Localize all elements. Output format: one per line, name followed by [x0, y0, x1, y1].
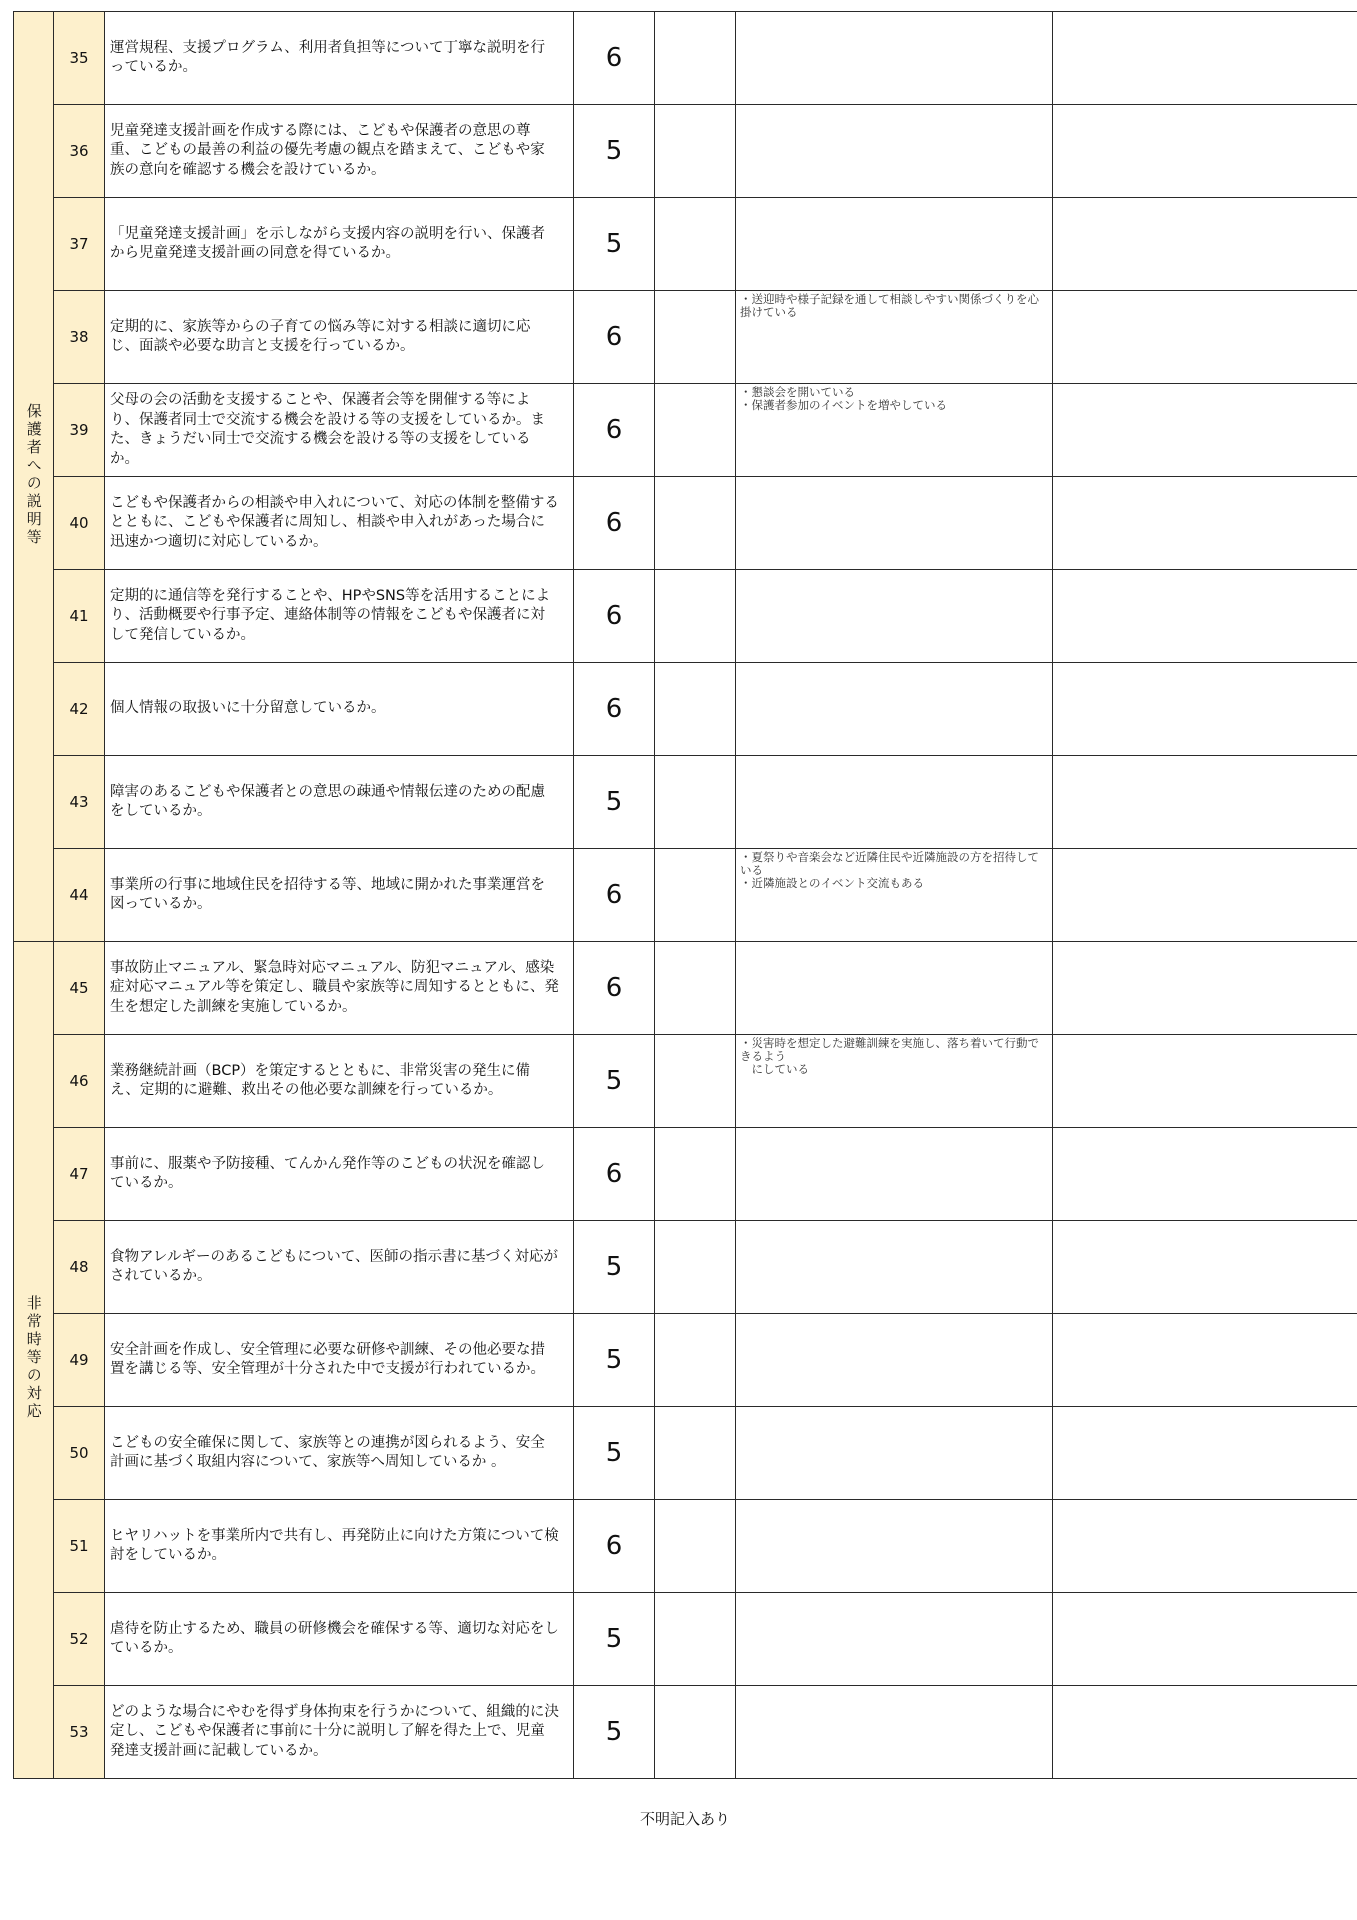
- table-row: [14, 849, 1357, 942]
- question-text: 定期的に、家族等からの子育ての悩み等に対する相談に適切に応じ、面談や必要な助言と支援を行っているか。: [105, 291, 574, 384]
- comment-cell: [736, 12, 1053, 105]
- empty-cell: [655, 198, 736, 291]
- comment-cell: [736, 198, 1053, 291]
- evaluation-table-body: [14, 12, 1357, 1779]
- empty-cell: [655, 663, 736, 756]
- score-value: 5: [574, 1407, 655, 1500]
- item-number: 44: [54, 849, 105, 942]
- empty-cell: [1053, 12, 1357, 105]
- empty-cell: [1053, 756, 1357, 849]
- score-value: 6: [574, 1128, 655, 1221]
- empty-cell: [1053, 1314, 1357, 1407]
- item-number: 43: [54, 756, 105, 849]
- item-number: 36: [54, 105, 105, 198]
- empty-cell: [1053, 1128, 1357, 1221]
- comment-cell: [736, 105, 1053, 198]
- table-row: [14, 477, 1357, 570]
- table-row: [14, 1407, 1357, 1500]
- empty-cell: [1053, 1593, 1357, 1686]
- empty-cell: [655, 570, 736, 663]
- table-row: [14, 1500, 1357, 1593]
- evaluation-table: [13, 11, 1357, 1779]
- score-value: 5: [574, 1593, 655, 1686]
- table-row: [14, 942, 1357, 1035]
- score-value: 6: [574, 849, 655, 942]
- question-text: 事故防止マニュアル、緊急時対応マニュアル、防犯マニュアル、感染症対応マニュアル等を策定し、職員や家族等に周知するとともに、発生を想定した訓練を実施しているか。: [105, 942, 574, 1035]
- item-number: 50: [54, 1407, 105, 1500]
- comment-cell: [736, 1407, 1053, 1500]
- empty-cell: [655, 942, 736, 1035]
- footnote: 不明記入あり: [640, 1810, 731, 1828]
- empty-cell: [1053, 1500, 1357, 1593]
- empty-cell: [1053, 105, 1357, 198]
- empty-cell: [655, 12, 736, 105]
- empty-cell: [1053, 570, 1357, 663]
- question-text: 業務継続計画（BCP）を策定するとともに、非常災害の発生に備え、定期的に避難、救出その他必要な訓練を行っているか。: [105, 1035, 574, 1128]
- item-number: 41: [54, 570, 105, 663]
- comment-cell: [736, 570, 1053, 663]
- category-label: 非常時等の対応: [24, 1295, 43, 1421]
- table-row: [14, 1035, 1357, 1128]
- empty-cell: [1053, 663, 1357, 756]
- comment-cell: ・送迎時や様子記録を通して相談しやすい関係づくりを心掛けている: [736, 291, 1053, 384]
- category-cell: [14, 942, 54, 1779]
- item-number: 40: [54, 477, 105, 570]
- empty-cell: [655, 1128, 736, 1221]
- question-text: こどもの安全確保に関して、家族等との連携が図られるよう、安全計画に基づく取組内容について、家族等へ周知しているか 。: [105, 1407, 574, 1500]
- empty-cell: [655, 756, 736, 849]
- score-value: 6: [574, 477, 655, 570]
- question-text: 事業所の行事に地域住民を招待する等、地域に開かれた事業運営を図っているか。: [105, 849, 574, 942]
- empty-cell: [1053, 942, 1357, 1035]
- item-number: 38: [54, 291, 105, 384]
- question-text: 個人情報の取扱いに十分留意しているか。: [105, 663, 574, 756]
- empty-cell: [655, 1593, 736, 1686]
- empty-cell: [655, 849, 736, 942]
- table-row: [14, 663, 1357, 756]
- question-text: 障害のあるこどもや保護者との意思の疎通や情報伝達のための配慮をしているか。: [105, 756, 574, 849]
- item-number: 37: [54, 198, 105, 291]
- empty-cell: [1053, 1035, 1357, 1128]
- score-value: 6: [574, 942, 655, 1035]
- score-value: 5: [574, 198, 655, 291]
- comment-cell: [736, 1128, 1053, 1221]
- evaluation-sheet: [13, 11, 1333, 1779]
- comment-cell: ・懇談会を開いている ・保護者参加のイベントを増やしている: [736, 384, 1053, 477]
- comment-cell: [736, 756, 1053, 849]
- question-text: 食物アレルギーのあるこどもについて、医師の指示書に基づく対応がされているか。: [105, 1221, 574, 1314]
- item-number: 52: [54, 1593, 105, 1686]
- comment-cell: ・災害時を想定した避難訓練を実施し、落ち着いて行動できるよう にしている: [736, 1035, 1053, 1128]
- table-row: [14, 1221, 1357, 1314]
- table-row: [14, 1593, 1357, 1686]
- category-cell: [14, 12, 54, 942]
- comment-cell: [736, 1500, 1053, 1593]
- empty-cell: [1053, 1686, 1357, 1779]
- question-text: 安全計画を作成し、安全管理に必要な研修や訓練、その他必要な措置を講じる等、安全管理が十分された中で支援が行われているか。: [105, 1314, 574, 1407]
- table-row: [14, 570, 1357, 663]
- empty-cell: [655, 1314, 736, 1407]
- score-value: 6: [574, 291, 655, 384]
- item-number: 51: [54, 1500, 105, 1593]
- table-row: [14, 1314, 1357, 1407]
- comment-cell: [736, 1221, 1053, 1314]
- item-number: 45: [54, 942, 105, 1035]
- table-row: [14, 1128, 1357, 1221]
- empty-cell: [1053, 477, 1357, 570]
- score-value: 6: [574, 384, 655, 477]
- item-number: 42: [54, 663, 105, 756]
- item-number: 48: [54, 1221, 105, 1314]
- empty-cell: [655, 1500, 736, 1593]
- table-row: [14, 291, 1357, 384]
- score-value: 5: [574, 756, 655, 849]
- score-value: 5: [574, 1221, 655, 1314]
- item-number: 47: [54, 1128, 105, 1221]
- score-value: 5: [574, 1314, 655, 1407]
- question-text: 父母の会の活動を支援することや、保護者会等を開催する等により、保護者同士で交流する機会を設ける等の支援をしているか。また、きょうだい同士で交流する機会を設ける等の支援をしているか。: [105, 384, 574, 477]
- empty-cell: [655, 105, 736, 198]
- empty-cell: [655, 1221, 736, 1314]
- score-value: 6: [574, 12, 655, 105]
- empty-cell: [655, 1407, 736, 1500]
- question-text: どのような場合にやむを得ず身体拘束を行うかについて、組織的に決定し、こどもや保護者に事前に十分に説明し了解を得た上で、児童発達支援計画に記載しているか。: [105, 1686, 574, 1779]
- item-number: 39: [54, 384, 105, 477]
- question-text: ヒヤリハットを事業所内で共有し、再発防止に向けた方策について検討をしているか。: [105, 1500, 574, 1593]
- comment-cell: [736, 942, 1053, 1035]
- table-row: [14, 198, 1357, 291]
- empty-cell: [1053, 1407, 1357, 1500]
- score-value: 5: [574, 105, 655, 198]
- empty-cell: [655, 291, 736, 384]
- score-value: 6: [574, 663, 655, 756]
- score-value: 6: [574, 570, 655, 663]
- item-number: 35: [54, 12, 105, 105]
- question-text: 「児童発達支援計画」を示しながら支援内容の説明を行い、保護者から児童発達支援計画の同意を得ているか。: [105, 198, 574, 291]
- comment-cell: [736, 1593, 1053, 1686]
- empty-cell: [1053, 1221, 1357, 1314]
- table-row: [14, 12, 1357, 105]
- category-label: 保護者への説明等: [24, 402, 43, 547]
- item-number: 53: [54, 1686, 105, 1779]
- item-number: 46: [54, 1035, 105, 1128]
- table-row: [14, 1686, 1357, 1779]
- empty-cell: [655, 1035, 736, 1128]
- comment-cell: [736, 1314, 1053, 1407]
- question-text: 定期的に通信等を発行することや、HPやSNS等を活用することにより、活動概要や行事予定、連絡体制等の情報をこどもや保護者に対して発信しているか。: [105, 570, 574, 663]
- empty-cell: [1053, 198, 1357, 291]
- empty-cell: [1053, 291, 1357, 384]
- empty-cell: [655, 477, 736, 570]
- comment-cell: ・夏祭りや音楽会など近隣住民や近隣施設の方を招待している ・近隣施設とのイベント交流もある: [736, 849, 1053, 942]
- empty-cell: [1053, 849, 1357, 942]
- table-row: [14, 105, 1357, 198]
- item-number: 49: [54, 1314, 105, 1407]
- comment-cell: [736, 1686, 1053, 1779]
- score-value: 5: [574, 1035, 655, 1128]
- question-text: 虐待を防止するため、職員の研修機会を確保する等、適切な対応をしているか。: [105, 1593, 574, 1686]
- score-value: 5: [574, 1686, 655, 1779]
- score-value: 6: [574, 1500, 655, 1593]
- comment-cell: [736, 663, 1053, 756]
- comment-cell: [736, 477, 1053, 570]
- question-text: 運営規程、支援プログラム、利用者負担等について丁寧な説明を行っているか。: [105, 12, 574, 105]
- table-row: [14, 384, 1357, 477]
- empty-cell: [655, 384, 736, 477]
- table-row: [14, 756, 1357, 849]
- empty-cell: [1053, 384, 1357, 477]
- question-text: 児童発達支援計画を作成する際には、こどもや保護者の意思の尊重、こどもの最善の利益の優先考慮の観点を踏まえて、こどもや家族の意向を確認する機会を設けているか。: [105, 105, 574, 198]
- empty-cell: [655, 1686, 736, 1779]
- question-text: こどもや保護者からの相談や申入れについて、対応の体制を整備するとともに、こどもや保護者に周知し、相談や申入れがあった場合に迅速かつ適切に対応しているか。: [105, 477, 574, 570]
- question-text: 事前に、服薬や予防接種、てんかん発作等のこどもの状況を確認しているか。: [105, 1128, 574, 1221]
